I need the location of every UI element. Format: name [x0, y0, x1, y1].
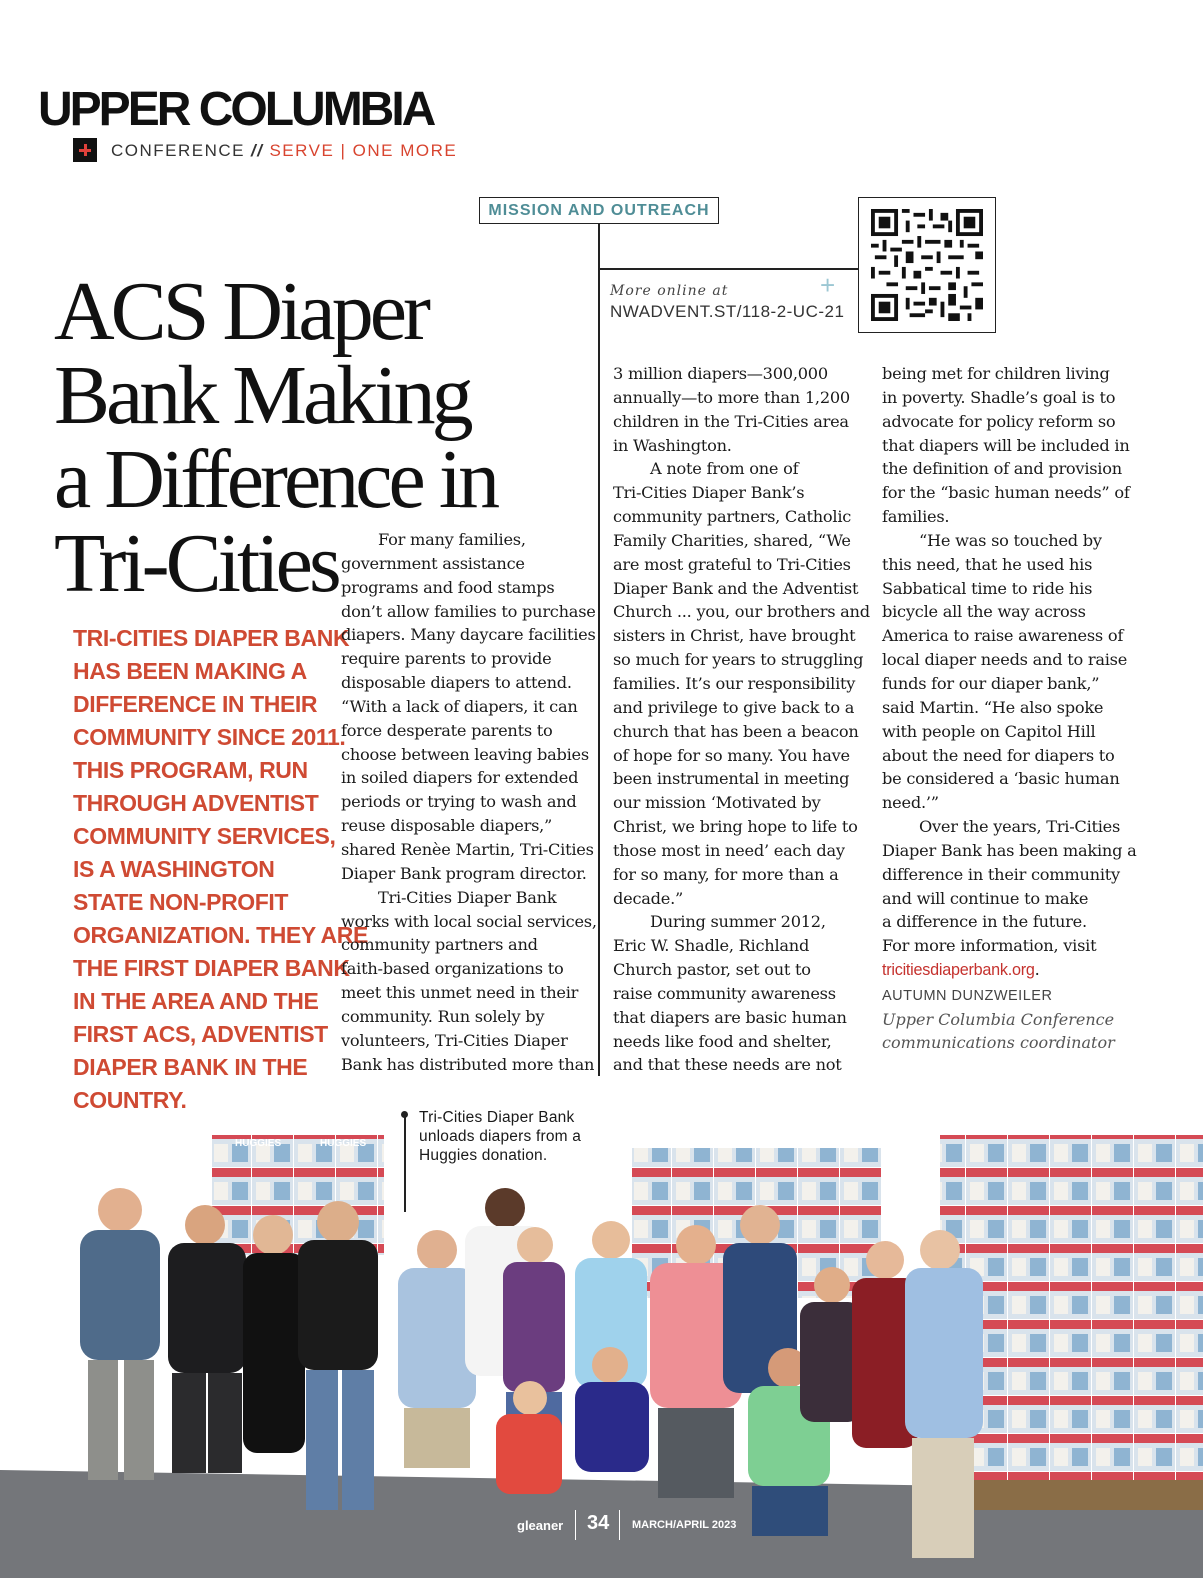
- body-line: advocate for policy reform so: [882, 411, 1116, 431]
- footer-divider: [619, 1510, 620, 1540]
- author-role-line: Upper Columbia Conference: [882, 1010, 1115, 1029]
- page-number: 34: [587, 1512, 610, 1534]
- body-line: and will continue to make: [882, 888, 1089, 908]
- body-line: community partners and: [341, 935, 538, 955]
- body-line: “With a lack of diapers, it can: [341, 696, 578, 716]
- caption-line: Huggies donation.: [419, 1147, 548, 1164]
- author-role-line: communications coordinator: [882, 1033, 1115, 1052]
- body-line: Bank has distributed more than: [341, 1054, 595, 1074]
- plus-icon-light: +: [820, 270, 836, 300]
- section-tag: MISSION AND OUTREACH: [479, 197, 719, 224]
- author-role: [882, 1008, 1115, 1054]
- body-line: periods or trying to wash and: [341, 792, 577, 812]
- more-online-label: More online at: [610, 283, 729, 299]
- body-line: in Washington.: [613, 435, 732, 455]
- body-line: are most grateful to Tri-Cities: [613, 554, 851, 574]
- body-line: being met for children living: [882, 364, 1110, 383]
- pull-quote: [73, 622, 368, 1117]
- body-line: needs like food and shelter,: [613, 1031, 832, 1051]
- body-line: for so many, for more than a: [613, 864, 839, 884]
- body-line: community. Run solely by: [341, 1006, 545, 1026]
- body-line: families.: [882, 507, 950, 527]
- body-line: Eric W. Shadle, Richland: [613, 936, 810, 956]
- body-line: this need, that he used his: [882, 554, 1093, 574]
- body-line: Tri-Cities Diaper Bank’s: [613, 483, 805, 503]
- body-line: programs and food stamps: [341, 577, 555, 597]
- body-line: “He was so touched by: [919, 530, 1102, 550]
- body-line: sisters in Christ, have brought: [613, 626, 856, 646]
- body-line: bicycle all the way across: [882, 602, 1086, 622]
- body-line: disposable diapers to attend.: [341, 673, 572, 693]
- body-line: so much for years to struggling: [613, 650, 864, 670]
- body-line: in poverty. Shadle’s goal is to: [882, 387, 1116, 407]
- body-line: with people on Capitol Hill: [882, 721, 1096, 741]
- author-name: AUTUMN DUNZWEILER: [882, 988, 1053, 1004]
- body-line: decade.”: [613, 888, 684, 908]
- caption-pointer-dot: [401, 1111, 408, 1118]
- diaper-boxes-left: [212, 1135, 384, 1255]
- body-line: our mission ‘Motivated by: [613, 793, 821, 813]
- body-column-2: [613, 362, 870, 1077]
- body-line: local diaper needs and to raise: [882, 650, 1128, 670]
- body-line: church that has been a beacon: [613, 721, 859, 741]
- body-line: faith-based organizations to: [341, 959, 564, 979]
- body-line: don’t allow families to purchase: [341, 601, 596, 621]
- body-line: about the need for diapers to: [882, 745, 1115, 765]
- body-line: funds for our diaper bank,”: [882, 673, 1100, 693]
- body-line: the definition of and provision: [882, 459, 1122, 479]
- magazine-name: gleaner: [517, 1518, 564, 1533]
- body-line: Diaper Bank program director.: [341, 863, 587, 883]
- body-line: that diapers are basic human: [613, 1007, 847, 1027]
- body-line: Sabbatical time to ride his: [882, 578, 1093, 598]
- footer-divider: [575, 1510, 576, 1540]
- pull-quote-line: THE FIRST DIAPER BANK: [73, 955, 350, 981]
- body-line: of hope for so many. You have: [613, 745, 850, 765]
- pull-quote-line: ORGANIZATION. THEY ARE: [73, 922, 368, 948]
- caption-line: Tri-Cities Diaper Bank: [419, 1109, 575, 1126]
- body-line: Church ... you, our brothers and: [613, 602, 870, 622]
- body-line: Christ, we bring hope to life to: [613, 817, 858, 837]
- body-line: Over the years, Tri-Cities: [919, 817, 1121, 837]
- body-column-3: [882, 362, 1137, 983]
- conference-label: CONFERENCE: [111, 141, 246, 160]
- pull-quote-line: IN THE AREA AND THE: [73, 988, 319, 1014]
- pull-quote-line: HAS BEEN MAKING A: [73, 658, 307, 684]
- body-line: For more information, visit: [882, 936, 1097, 956]
- body-line: volunteers, Tri-Cities Diaper: [341, 1030, 568, 1050]
- plus-icon: [73, 138, 97, 162]
- body-line: reuse disposable diapers,”: [341, 816, 553, 836]
- body-line: diapers. Many daycare facilities: [341, 625, 596, 645]
- body-line: difference in their community: [882, 864, 1120, 884]
- body-line: 3 million diapers—300,000: [613, 364, 828, 383]
- photo-caption: [419, 1108, 581, 1165]
- body-line: that diapers will be included in: [882, 435, 1130, 455]
- body-line: A note from one of: [650, 459, 799, 479]
- body-line: For many families,: [378, 530, 526, 549]
- headline-line: Bank Making: [54, 349, 470, 442]
- wooden-pallet: [940, 1480, 1203, 1510]
- body-line: in soiled diapers for extended: [341, 768, 579, 788]
- body-line: for the “basic human needs” of: [882, 483, 1130, 503]
- pull-quote-line: COUNTRY.: [73, 1087, 187, 1113]
- body-line: shared Renèe Martin, Tri-Cities: [341, 839, 594, 859]
- body-line: and privilege to give back to a: [613, 697, 855, 717]
- body-line: community partners, Catholic: [613, 507, 852, 527]
- headline-line: a Difference in: [54, 433, 497, 526]
- body-line: families. It’s our responsibility: [613, 673, 856, 693]
- caption-pointer: [404, 1116, 406, 1212]
- body-line: During summer 2012,: [650, 912, 826, 932]
- body-line: those most in need’ each day: [613, 840, 845, 860]
- body-line: choose between leaving babies: [341, 744, 589, 764]
- pull-quote-line: TRI-CITIES DIAPER BANK: [73, 625, 350, 651]
- box-label: HUGGIES: [320, 1138, 367, 1149]
- body-line: meet this unmet need in their: [341, 983, 579, 1003]
- body-line: Diaper Bank and the Adventist: [613, 578, 859, 598]
- body-line: be considered a ‘basic human: [882, 769, 1120, 789]
- headline-line: Tri-Cities: [54, 517, 338, 610]
- masthead-separator: //: [251, 141, 264, 160]
- body-line: works with local social services,: [341, 911, 597, 931]
- body-line: and that these needs are not: [613, 1055, 842, 1075]
- issue-date: MARCH/APRIL 2023: [632, 1519, 737, 1531]
- headline-line: ACS Diaper: [54, 265, 427, 358]
- qr-code-icon: [871, 209, 983, 321]
- body-line: Church pastor, set out to: [613, 960, 811, 980]
- link-period: .: [1034, 960, 1040, 980]
- pull-quote-line: IS A WASHINGTON: [73, 856, 275, 882]
- body-column-1: [341, 528, 597, 1076]
- masthead-tagline: SERVE | ONE MORE: [269, 141, 458, 160]
- pull-quote-line: COMMUNITY SINCE 2011.: [73, 724, 346, 750]
- body-line: require parents to provide: [341, 649, 552, 669]
- body-line: Family Charities, shared, “We: [613, 530, 851, 550]
- body-line: America to raise awareness of: [882, 626, 1124, 646]
- body-line: government assistance: [341, 553, 525, 573]
- pull-quote-line: STATE NON-PROFIT: [73, 889, 289, 915]
- column-divider: [598, 224, 600, 1076]
- body-line: force desperate parents to: [341, 720, 553, 740]
- body-line: Tri-Cities Diaper Bank: [378, 887, 557, 907]
- more-online-url[interactable]: NWADVENT.ST/118-2-UC-21: [610, 302, 845, 321]
- website-link[interactable]: tricitiesdiaperbank.org: [882, 961, 1035, 980]
- pull-quote-line: DIAPER BANK IN THE: [73, 1054, 308, 1080]
- conference-title: UPPER COLUMBIA: [38, 83, 434, 136]
- pull-quote-line: DIFFERENCE IN THEIR: [73, 691, 318, 717]
- body-line: been instrumental in meeting: [613, 769, 850, 789]
- caption-line: unloads diapers from a: [419, 1128, 582, 1145]
- body-line-link: [882, 958, 1137, 983]
- qr-code[interactable]: [858, 197, 996, 333]
- pull-quote-line: COMMUNITY SERVICES,: [73, 823, 336, 849]
- pull-quote-line: FIRST ACS, ADVENTIST: [73, 1021, 328, 1047]
- body-line: raise community awareness: [613, 983, 836, 1003]
- body-line: Diaper Bank has been making a: [882, 840, 1137, 860]
- masthead-subtitle: [111, 141, 457, 161]
- pull-quote-line: THIS PROGRAM, RUN: [73, 757, 308, 783]
- pull-quote-line: THROUGH ADVENTIST: [73, 790, 319, 816]
- box-label: HUGGIES: [235, 1138, 282, 1149]
- body-line: annually—to more than 1,200: [613, 387, 850, 407]
- body-line: children in the Tri-Cities area: [613, 411, 849, 431]
- group-photo: [0, 1130, 1203, 1578]
- body-line: said Martin. “He also spoke: [882, 697, 1104, 717]
- body-line: a difference in the future.: [882, 912, 1087, 932]
- body-line: need.’”: [882, 793, 939, 813]
